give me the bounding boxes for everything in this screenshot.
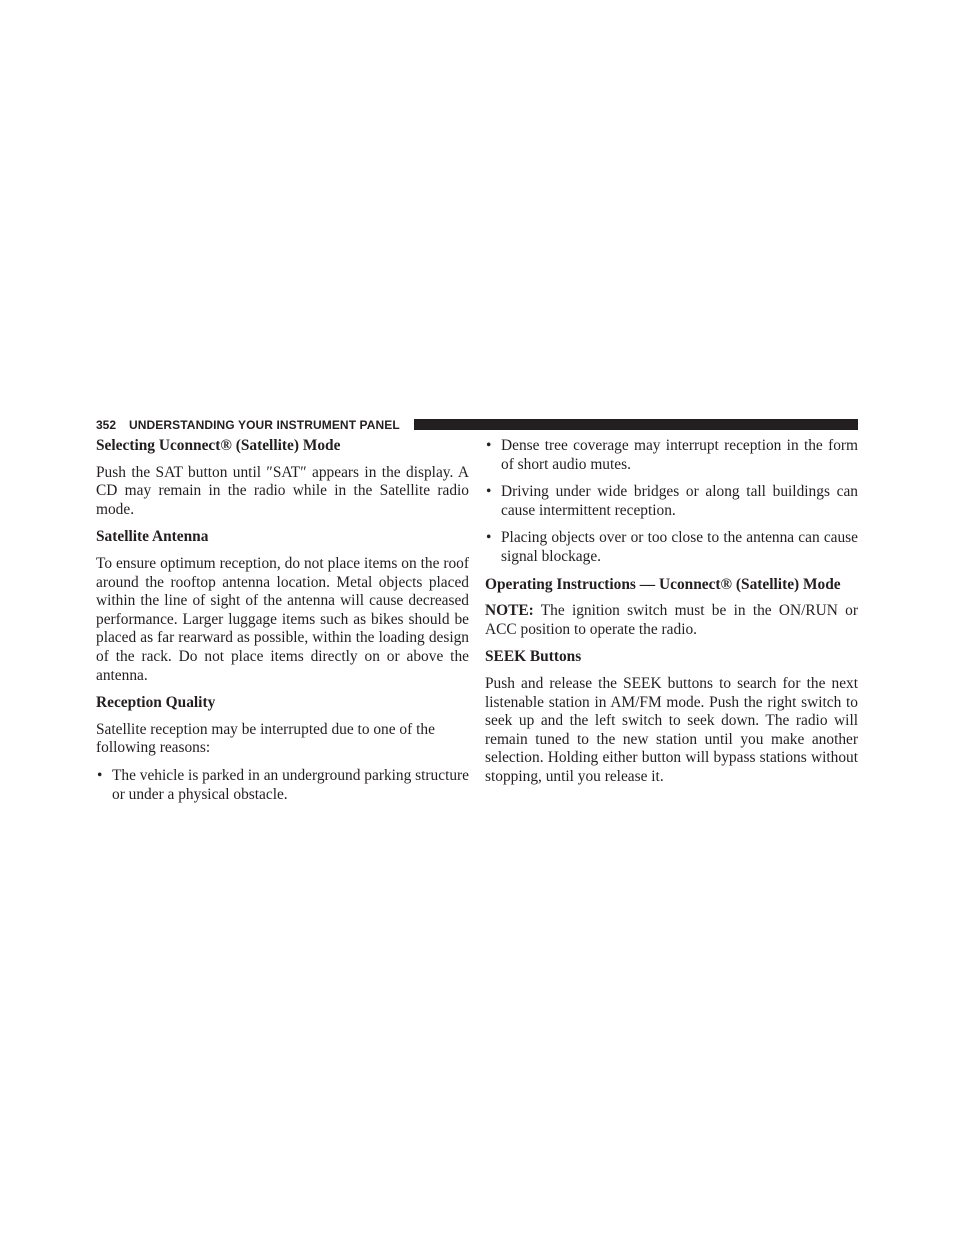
bullet-icon: • bbox=[486, 529, 492, 547]
header-rule-bar bbox=[414, 419, 858, 430]
list-item bbox=[485, 529, 858, 566]
section-title: UNDERSTANDING YOUR INSTRUMENT PANEL bbox=[129, 418, 400, 432]
bullet-icon: • bbox=[486, 483, 492, 501]
bullet-icon: • bbox=[97, 766, 103, 784]
list-item-text: Dense tree coverage may interrupt reception in the form of short audio mutes. bbox=[501, 437, 858, 473]
heading-operating-instructions: Operating Instructions — Uconnect® (Satellite) Mode bbox=[485, 575, 841, 593]
heading-seek-buttons: SEEK Buttons bbox=[485, 648, 582, 666]
list-item bbox=[485, 437, 858, 474]
paragraph-sat-button: Push the SAT button until ″SAT″ appears in the display. A CD may remain in the radio while in the Satellite radio mode. bbox=[96, 463, 469, 518]
list-item-text: Placing objects over or too close to the antenna can cause signal blockage. bbox=[501, 529, 858, 565]
right-column bbox=[485, 437, 858, 796]
heading-satellite-antenna: Satellite Antenna bbox=[96, 528, 209, 546]
list-item-text: Driving under wide bridges or along tall buildings can cause intermittent reception. bbox=[501, 483, 858, 519]
note-label: NOTE: bbox=[485, 602, 534, 620]
reception-bullet-list bbox=[96, 767, 469, 804]
heading-reception-quality: Reception Quality bbox=[96, 694, 216, 712]
reception-bullet-list-continued bbox=[485, 437, 858, 567]
list-item bbox=[96, 767, 469, 804]
page-header bbox=[96, 417, 858, 433]
heading-selecting-uconnect: Selecting Uconnect® (Satellite) Mode bbox=[96, 437, 341, 454]
list-item bbox=[485, 483, 858, 520]
left-column bbox=[96, 437, 469, 813]
list-item-text: The vehicle is parked in an underground parking structure or under a physical obstacle. bbox=[112, 766, 470, 803]
paragraph-reception: Satellite reception may be interrupted due to one of the following reasons: bbox=[96, 720, 435, 757]
paragraph-antenna: To ensure optimum reception, do not place items on the roof around the rooftop antenna location. Metal objects placed within the line of sight of the antenna will cause decreased performance. Larger luggage items such as bikes should be placed as far rearward as possible, within the loading design of the rack. Do not place items directly on or above the antenna. bbox=[96, 554, 469, 684]
note-text: The ignition switch must be in the ON/RUN or ACC position to operate the radio. bbox=[485, 602, 858, 638]
bullet-icon: • bbox=[486, 437, 492, 454]
note-paragraph bbox=[485, 602, 858, 639]
paragraph-seek: Push and release the SEEK buttons to search for the next listenable station in AM/FM mode. Push the right switch to seek up and the left switch to seek down. The radio will remain tuned to the new station until you make another selection. Holding either button will bypass stations without stopping, until you release it. bbox=[485, 674, 858, 785]
page-number: 352 bbox=[96, 418, 117, 432]
